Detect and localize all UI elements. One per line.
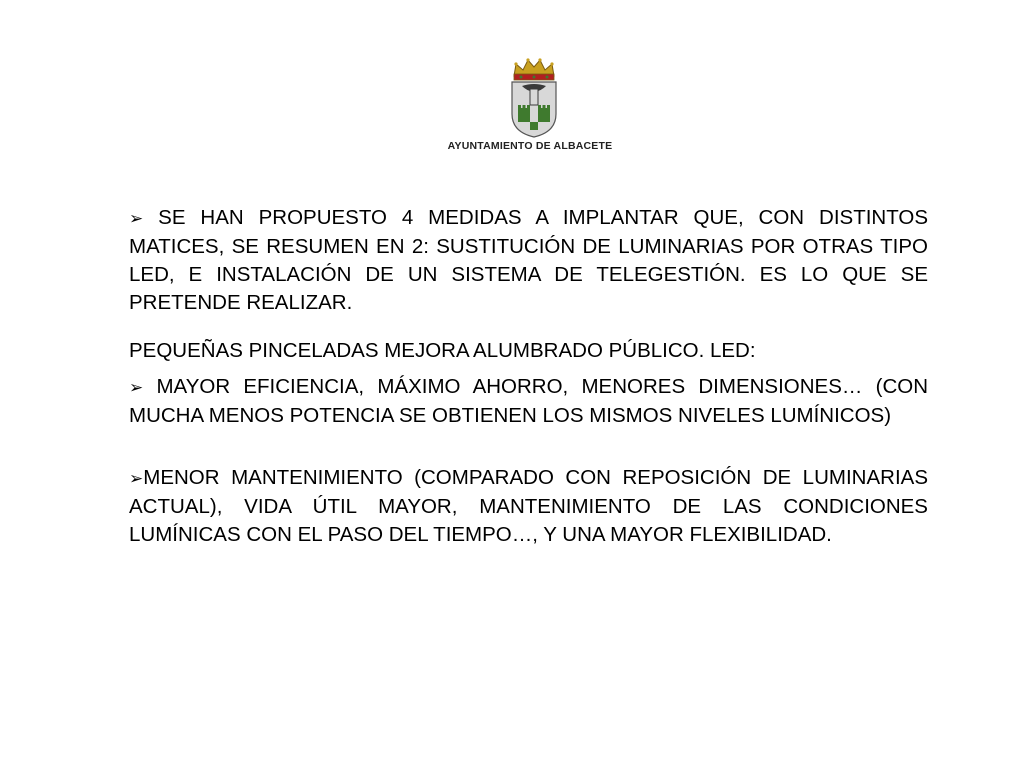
coat-of-arms-icon	[504, 56, 564, 138]
paragraph-text: PEQUEÑAS PINCELADAS MEJORA ALUMBRADO PÚBLICO. LED:	[129, 339, 756, 362]
arrowhead-bullet-icon: ➢	[129, 378, 144, 398]
paragraph-text: MAYOR EFICIENCIA, MÁXIMO AHORRO, MENORES DIMENSIONES… (CON MUCHA MENOS POTENCIA SE OBTIENEN LOS MISMOS NIVELES LUMÍNICOS)	[129, 375, 928, 427]
paragraph-text: SE HAN PROPUESTO 4 MEDIDAS A IMPLANTAR QUE, CON DISTINTOS MATICES, SE RESUMEN EN 2: SUSTITUCIÓN DE LUMINARIAS POR OTRAS TIPO LED, E INSTALACIÓN DE UN SISTEMA DE TELEGESTIÓN. ES LO QUE SE PRETENDE REALIZAR.	[129, 206, 928, 314]
logo-block	[420, 56, 640, 160]
arrowhead-bullet-icon: ➢	[129, 469, 144, 489]
paragraph-efficiency	[129, 373, 928, 430]
arrowhead-bullet-icon: ➢	[129, 209, 144, 229]
paragraph-maintenance	[129, 464, 928, 549]
paragraph-heading-led	[129, 337, 928, 365]
paragraph-measures	[129, 204, 928, 317]
paragraph-text: MENOR MANTENIMIENTO (COMPARADO CON REPOSICIÓN DE LUMINARIAS ACTUAL), VIDA ÚTIL MAYOR, MANTENIMIENTO DE LAS CONDICIONES LUMÍNICAS CON EL PASO DEL TIEMPO…, Y UNA MAYOR FLEXIBILIDAD.	[129, 466, 928, 546]
organization-name: AYUNTAMIENTO DE ALBACETE	[447, 140, 613, 152]
slide-body	[129, 204, 928, 549]
